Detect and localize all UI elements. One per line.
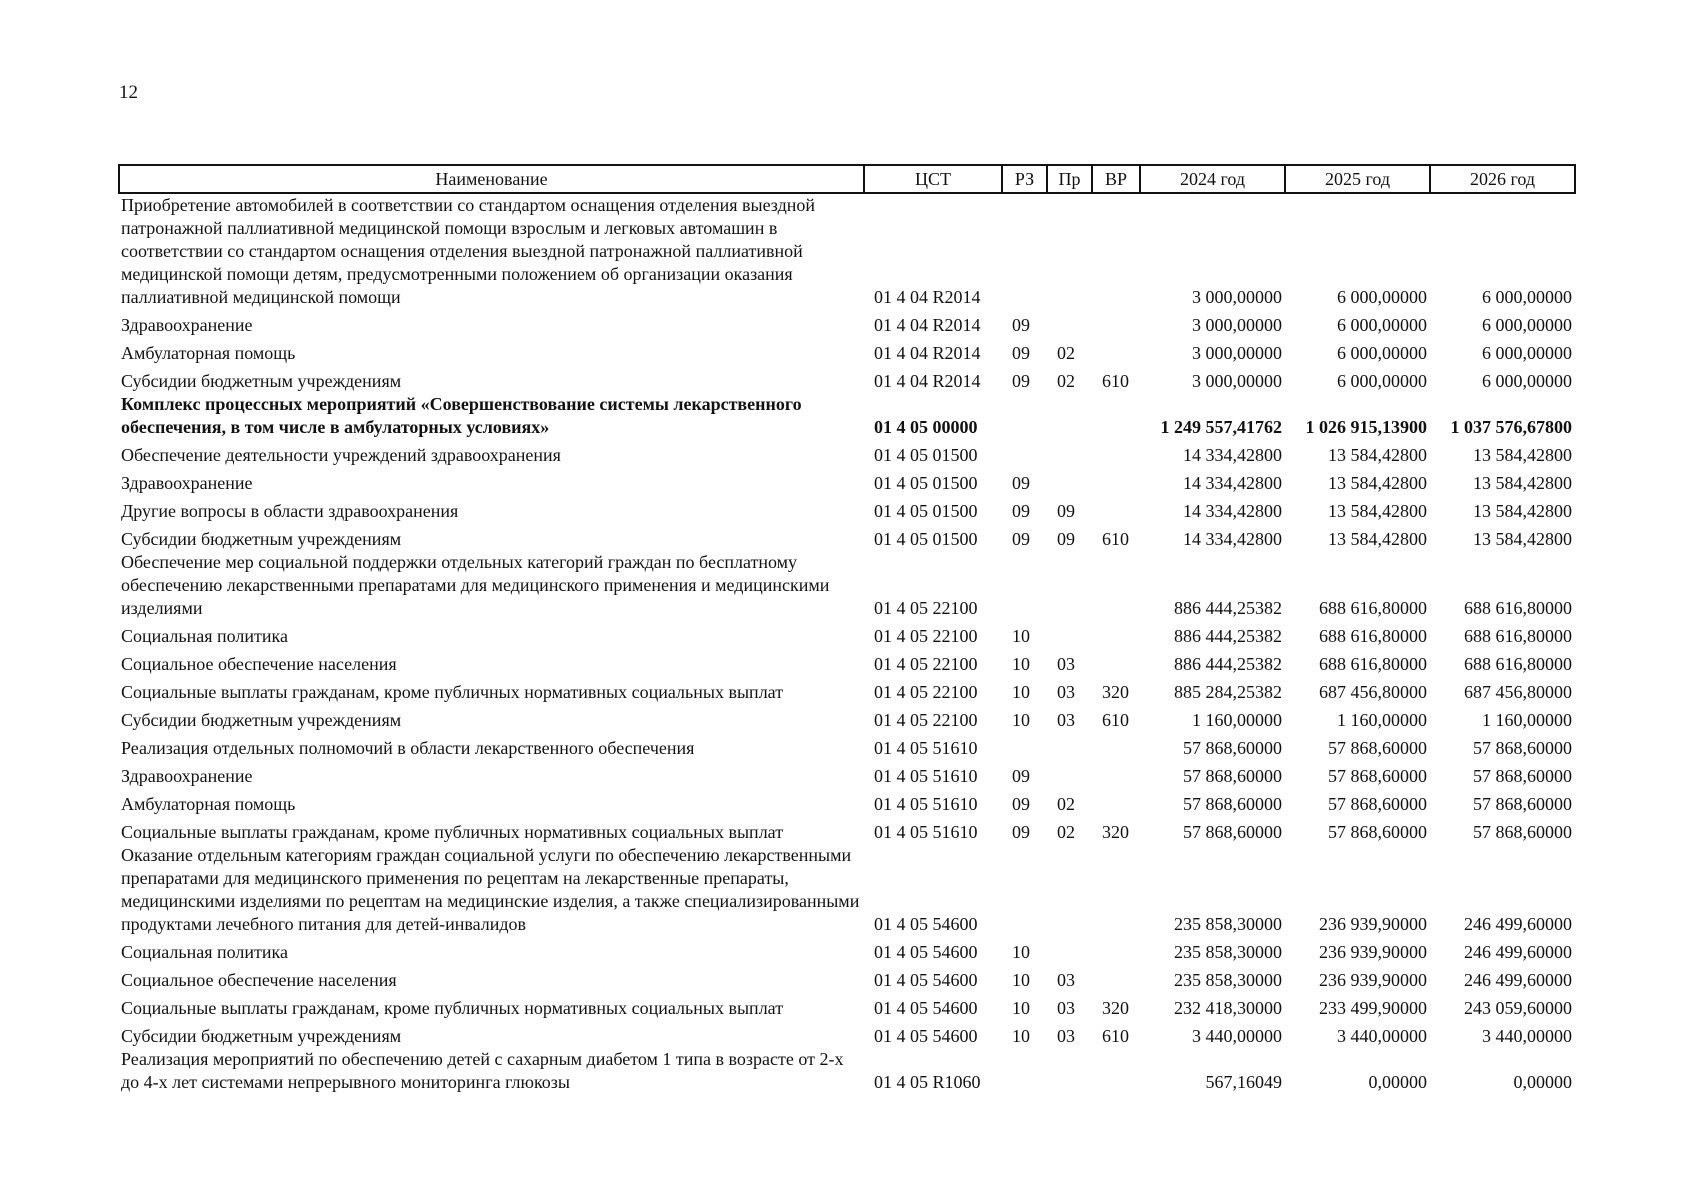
cell-cst: 01 4 04 R2014 xyxy=(874,371,981,391)
cell-pr xyxy=(1047,551,1092,620)
cell-rz xyxy=(1002,844,1047,936)
cell-vr xyxy=(1092,732,1140,760)
cell-2024: 885 284,25382 xyxy=(1174,682,1282,702)
cell-vr xyxy=(1092,844,1140,936)
cell-pr: 03 xyxy=(1057,970,1075,990)
cell-cst: 01 4 04 R2014 xyxy=(874,343,981,363)
cell-2026: 57 868,60000 xyxy=(1473,822,1572,842)
cell-cst: 01 4 05 22100 xyxy=(874,626,978,646)
cell-2026: 687 456,80000 xyxy=(1464,682,1572,702)
cell-2024: 14 334,42800 xyxy=(1183,445,1282,465)
cell-rz: 10 xyxy=(1012,682,1030,702)
cell-2026: 1 160,00000 xyxy=(1482,710,1572,730)
cell-rz xyxy=(1002,439,1047,467)
cell-cst: 01 4 05 54600 xyxy=(874,970,978,990)
cell-2025: 13 584,42800 xyxy=(1328,529,1427,549)
cell-pr xyxy=(1047,309,1092,337)
cell-cst: 01 4 05 22100 xyxy=(874,710,978,730)
cell-rz: 10 xyxy=(1012,1026,1030,1046)
cell-name: Амбулаторная помощь xyxy=(121,343,296,363)
cell-name: Социальное обеспечение населения xyxy=(121,654,397,674)
cell-2024: 235 858,30000 xyxy=(1174,970,1282,990)
table-row xyxy=(119,193,1575,309)
cell-2024: 3 000,00000 xyxy=(1192,315,1282,335)
cell-name: Реализация мероприятий по обеспечению детей с сахарным диабетом 1 типа в возрасте от 2-х до 4-х лет системами непрерывного мониторинга глюкозы xyxy=(121,1049,844,1092)
cell-name: Приобретение автомобилей в соответствии со стандартом оснащения отделения выездной патронажной паллиативной медицинской помощи взрослым и легковых автомашин в соответствии со стандартом оснащения отделения выездной патронажной паллиативной медицинской помощи детям, предусмотренными положением об организации оказания паллиативной медицинской помощи xyxy=(121,195,816,307)
cell-vr xyxy=(1092,760,1140,788)
cell-pr: 03 xyxy=(1057,998,1075,1018)
cell-pr: 03 xyxy=(1057,682,1075,702)
table-row xyxy=(119,1048,1575,1094)
table-row xyxy=(119,732,1575,760)
cell-2025: 3 440,00000 xyxy=(1337,1026,1427,1046)
cell-name: Здравоохранение xyxy=(121,315,253,335)
table-row xyxy=(119,992,1575,1020)
cell-vr xyxy=(1092,1048,1140,1094)
cell-2025: 1 160,00000 xyxy=(1337,710,1427,730)
header-vr: ВР xyxy=(1092,165,1140,193)
cell-vr xyxy=(1092,964,1140,992)
cell-2026: 6 000,00000 xyxy=(1482,315,1572,335)
cell-cst: 01 4 05 22100 xyxy=(874,682,978,702)
cell-2024: 14 334,42800 xyxy=(1183,501,1282,521)
cell-name: Обеспечение мер социальной поддержки отдельных категорий граждан по бесплатному обеспечению лекарственными препаратами для медицинского применения и медицинскими изделиями xyxy=(121,552,830,618)
cell-rz: 09 xyxy=(1012,794,1030,814)
cell-2026: 57 868,60000 xyxy=(1473,738,1572,758)
cell-2026: 6 000,00000 xyxy=(1482,371,1572,391)
cell-rz: 10 xyxy=(1012,970,1030,990)
cell-name: Амбулаторная помощь xyxy=(121,794,296,814)
cell-2025: 236 939,90000 xyxy=(1319,914,1427,934)
table-row xyxy=(119,844,1575,936)
cell-2025: 57 868,60000 xyxy=(1328,738,1427,758)
cell-cst: 01 4 05 54600 xyxy=(874,1026,978,1046)
cell-vr xyxy=(1092,620,1140,648)
cell-2025: 57 868,60000 xyxy=(1328,794,1427,814)
header-name: Наименование xyxy=(119,165,864,193)
cell-2025: 688 616,80000 xyxy=(1319,626,1427,646)
cell-rz: 10 xyxy=(1012,654,1030,674)
cell-2024: 3 000,00000 xyxy=(1192,287,1282,307)
cell-cst: 01 4 05 54600 xyxy=(874,914,978,934)
cell-cst: 01 4 05 01500 xyxy=(874,473,978,493)
cell-name: Социальная политика xyxy=(121,626,288,646)
cell-cst: 01 4 04 R2014 xyxy=(874,287,981,307)
cell-pr: 02 xyxy=(1057,371,1075,391)
cell-vr xyxy=(1092,648,1140,676)
cell-2025: 236 939,90000 xyxy=(1319,942,1427,962)
cell-2024: 235 858,30000 xyxy=(1174,914,1282,934)
cell-pr: 02 xyxy=(1057,794,1075,814)
cell-vr xyxy=(1092,193,1140,309)
cell-pr xyxy=(1047,193,1092,309)
cell-2024: 57 868,60000 xyxy=(1183,822,1282,842)
cell-name: Оказание отдельным категориям граждан социальной услуги по обеспечению лекарственными препаратами для медицинского применения по рецептам на лекарственные препараты, медицинскими изделиями по рецептам на медицинские изделия, а также специализированными продуктами лечебного питания для детей-инвалидов xyxy=(121,845,860,934)
cell-2024: 3 440,00000 xyxy=(1192,1026,1282,1046)
cell-2025: 6 000,00000 xyxy=(1337,315,1427,335)
cell-cst: 01 4 04 R2014 xyxy=(874,315,981,335)
cell-pr: 03 xyxy=(1057,1026,1075,1046)
table-row xyxy=(119,760,1575,788)
cell-2025: 688 616,80000 xyxy=(1319,654,1427,674)
cell-2024: 57 868,60000 xyxy=(1183,738,1282,758)
cell-vr: 610 xyxy=(1102,529,1129,549)
cell-2025: 6 000,00000 xyxy=(1337,287,1427,307)
cell-2026: 688 616,80000 xyxy=(1464,598,1572,618)
cell-2026: 688 616,80000 xyxy=(1464,626,1572,646)
table-row xyxy=(119,393,1575,439)
cell-vr xyxy=(1092,439,1140,467)
cell-rz: 09 xyxy=(1012,529,1030,549)
cell-name: Субсидии бюджетным учреждениям xyxy=(121,529,402,549)
cell-name: Социальное обеспечение населения xyxy=(121,970,397,990)
cell-pr xyxy=(1047,439,1092,467)
cell-2026: 246 499,60000 xyxy=(1464,914,1572,934)
header-rz: РЗ xyxy=(1002,165,1047,193)
cell-vr xyxy=(1092,551,1140,620)
cell-cst: 01 4 05 54600 xyxy=(874,998,978,1018)
cell-rz: 09 xyxy=(1012,343,1030,363)
cell-2024: 14 334,42800 xyxy=(1183,529,1282,549)
cell-vr xyxy=(1092,467,1140,495)
cell-pr: 09 xyxy=(1057,529,1075,549)
cell-2025: 233 499,90000 xyxy=(1319,998,1427,1018)
header-2026: 2026 год xyxy=(1430,165,1575,193)
cell-2025: 57 868,60000 xyxy=(1328,822,1427,842)
cell-2025: 6 000,00000 xyxy=(1337,371,1427,391)
cell-cst: 01 4 05 51610 xyxy=(874,766,978,786)
page-number: 12 xyxy=(119,82,138,103)
cell-name: Комплекс процессных мероприятий «Совершенствование системы лекарственного обеспечения, в том числе в амбулаторных условиях» xyxy=(121,394,802,437)
cell-pr xyxy=(1047,936,1092,964)
cell-2024: 886 444,25382 xyxy=(1174,626,1282,646)
table-row xyxy=(119,704,1575,732)
cell-rz: 09 xyxy=(1012,766,1030,786)
cell-name: Субсидии бюджетным учреждениям xyxy=(121,710,402,730)
cell-cst: 01 4 05 01500 xyxy=(874,501,978,521)
cell-pr xyxy=(1047,844,1092,936)
cell-2025: 687 456,80000 xyxy=(1319,682,1427,702)
budget-table xyxy=(118,164,1576,1094)
cell-2024: 3 000,00000 xyxy=(1192,371,1282,391)
cell-cst: 01 4 05 01500 xyxy=(874,529,978,549)
cell-2024: 886 444,25382 xyxy=(1174,598,1282,618)
cell-pr xyxy=(1047,760,1092,788)
cell-2024: 886 444,25382 xyxy=(1174,654,1282,674)
cell-name: Здравоохранение xyxy=(121,473,253,493)
cell-rz: 10 xyxy=(1012,942,1030,962)
cell-vr: 320 xyxy=(1102,682,1129,702)
header-2024: 2024 год xyxy=(1140,165,1285,193)
table-row xyxy=(119,551,1575,620)
cell-2024: 57 868,60000 xyxy=(1183,794,1282,814)
cell-vr xyxy=(1092,393,1140,439)
cell-2024: 1 160,00000 xyxy=(1192,710,1282,730)
cell-pr: 03 xyxy=(1057,654,1075,674)
cell-2024: 1 249 557,41762 xyxy=(1160,417,1282,437)
cell-2025: 13 584,42800 xyxy=(1328,473,1427,493)
table-row xyxy=(119,495,1575,523)
cell-pr xyxy=(1047,1048,1092,1094)
header-pr: Пр xyxy=(1047,165,1092,193)
cell-rz xyxy=(1002,551,1047,620)
cell-2025: 57 868,60000 xyxy=(1328,766,1427,786)
cell-2025: 0,00000 xyxy=(1368,1072,1427,1092)
cell-2024: 567,16049 xyxy=(1205,1072,1282,1092)
cell-2026: 246 499,60000 xyxy=(1464,942,1572,962)
cell-cst: 01 4 05 51610 xyxy=(874,822,978,842)
cell-rz: 10 xyxy=(1012,626,1030,646)
cell-vr: 320 xyxy=(1102,998,1129,1018)
cell-name: Социальные выплаты гражданам, кроме публичных нормативных социальных выплат xyxy=(121,822,784,842)
table-row xyxy=(119,964,1575,992)
cell-2026: 3 440,00000 xyxy=(1482,1026,1572,1046)
cell-cst: 01 4 05 51610 xyxy=(874,738,978,758)
cell-2024: 57 868,60000 xyxy=(1183,766,1282,786)
cell-pr: 03 xyxy=(1057,710,1075,730)
table-row xyxy=(119,309,1575,337)
cell-2026: 57 868,60000 xyxy=(1473,794,1572,814)
cell-2025: 13 584,42800 xyxy=(1328,501,1427,521)
cell-rz: 09 xyxy=(1012,473,1030,493)
cell-rz xyxy=(1002,1048,1047,1094)
table-row xyxy=(119,337,1575,365)
cell-2025: 688 616,80000 xyxy=(1319,598,1427,618)
cell-name: Реализация отдельных полномочий в области лекарственного обеспечения xyxy=(121,738,695,758)
cell-name: Здравоохранение xyxy=(121,766,253,786)
cell-rz xyxy=(1002,732,1047,760)
cell-rz xyxy=(1002,393,1047,439)
cell-rz xyxy=(1002,193,1047,309)
cell-cst: 01 4 05 22100 xyxy=(874,654,978,674)
cell-pr xyxy=(1047,620,1092,648)
cell-pr xyxy=(1047,467,1092,495)
table-row xyxy=(119,620,1575,648)
cell-rz: 10 xyxy=(1012,998,1030,1018)
table-row xyxy=(119,936,1575,964)
cell-cst: 01 4 05 R1060 xyxy=(874,1072,981,1092)
cell-2026: 0,00000 xyxy=(1513,1072,1572,1092)
cell-name: Социальные выплаты гражданам, кроме публичных нормативных социальных выплат xyxy=(121,682,784,702)
cell-vr: 610 xyxy=(1102,710,1129,730)
cell-vr xyxy=(1092,495,1140,523)
cell-pr xyxy=(1047,732,1092,760)
cell-2025: 6 000,00000 xyxy=(1337,343,1427,363)
cell-name: Субсидии бюджетным учреждениям xyxy=(121,371,402,391)
cell-2026: 13 584,42800 xyxy=(1473,529,1572,549)
cell-2025: 236 939,90000 xyxy=(1319,970,1427,990)
cell-2024: 235 858,30000 xyxy=(1174,942,1282,962)
table-header-row xyxy=(119,165,1575,193)
table-row xyxy=(119,365,1575,393)
table-row xyxy=(119,816,1575,844)
cell-cst: 01 4 05 51610 xyxy=(874,794,978,814)
table-row xyxy=(119,1020,1575,1048)
cell-vr: 610 xyxy=(1102,1026,1129,1046)
cell-pr: 02 xyxy=(1057,343,1075,363)
cell-rz: 09 xyxy=(1012,822,1030,842)
cell-2026: 688 616,80000 xyxy=(1464,654,1572,674)
cell-name: Обеспечение деятельности учреждений здравоохранения xyxy=(121,445,561,465)
cell-vr xyxy=(1092,788,1140,816)
cell-rz: 09 xyxy=(1012,501,1030,521)
cell-name: Социальные выплаты гражданам, кроме публичных нормативных социальных выплат xyxy=(121,998,784,1018)
table-row xyxy=(119,467,1575,495)
cell-vr xyxy=(1092,309,1140,337)
cell-2026: 243 059,60000 xyxy=(1464,998,1572,1018)
cell-2026: 13 584,42800 xyxy=(1473,445,1572,465)
cell-pr: 09 xyxy=(1057,501,1075,521)
cell-cst: 01 4 05 54600 xyxy=(874,942,978,962)
cell-pr xyxy=(1047,393,1092,439)
cell-name: Социальная политика xyxy=(121,942,288,962)
header-cst: ЦСТ xyxy=(864,165,1002,193)
cell-2024: 14 334,42800 xyxy=(1183,473,1282,493)
cell-pr: 02 xyxy=(1057,822,1075,842)
cell-rz: 10 xyxy=(1012,710,1030,730)
cell-cst: 01 4 05 22100 xyxy=(874,598,978,618)
table-row xyxy=(119,648,1575,676)
cell-2025: 13 584,42800 xyxy=(1328,445,1427,465)
cell-2026: 57 868,60000 xyxy=(1473,766,1572,786)
cell-rz: 09 xyxy=(1012,371,1030,391)
table-row xyxy=(119,439,1575,467)
cell-2026: 13 584,42800 xyxy=(1473,501,1572,521)
table-row xyxy=(119,523,1575,551)
cell-vr xyxy=(1092,936,1140,964)
cell-2026: 246 499,60000 xyxy=(1464,970,1572,990)
cell-cst: 01 4 05 01500 xyxy=(874,445,978,465)
cell-name: Субсидии бюджетным учреждениям xyxy=(121,1026,402,1046)
cell-vr: 320 xyxy=(1102,822,1129,842)
cell-2026: 13 584,42800 xyxy=(1473,473,1572,493)
cell-2024: 232 418,30000 xyxy=(1174,998,1282,1018)
cell-rz: 09 xyxy=(1012,315,1030,335)
cell-vr xyxy=(1092,337,1140,365)
cell-vr: 610 xyxy=(1102,371,1129,391)
table-row xyxy=(119,676,1575,704)
cell-cst: 01 4 05 00000 xyxy=(874,417,978,437)
cell-2026: 6 000,00000 xyxy=(1482,343,1572,363)
cell-2024: 3 000,00000 xyxy=(1192,343,1282,363)
cell-name: Другие вопросы в области здравоохранения xyxy=(121,501,459,521)
header-2025: 2025 год xyxy=(1285,165,1430,193)
cell-2025: 1 026 915,13900 xyxy=(1305,417,1427,437)
cell-2026: 1 037 576,67800 xyxy=(1450,417,1572,437)
cell-2026: 6 000,00000 xyxy=(1482,287,1572,307)
table-row xyxy=(119,788,1575,816)
